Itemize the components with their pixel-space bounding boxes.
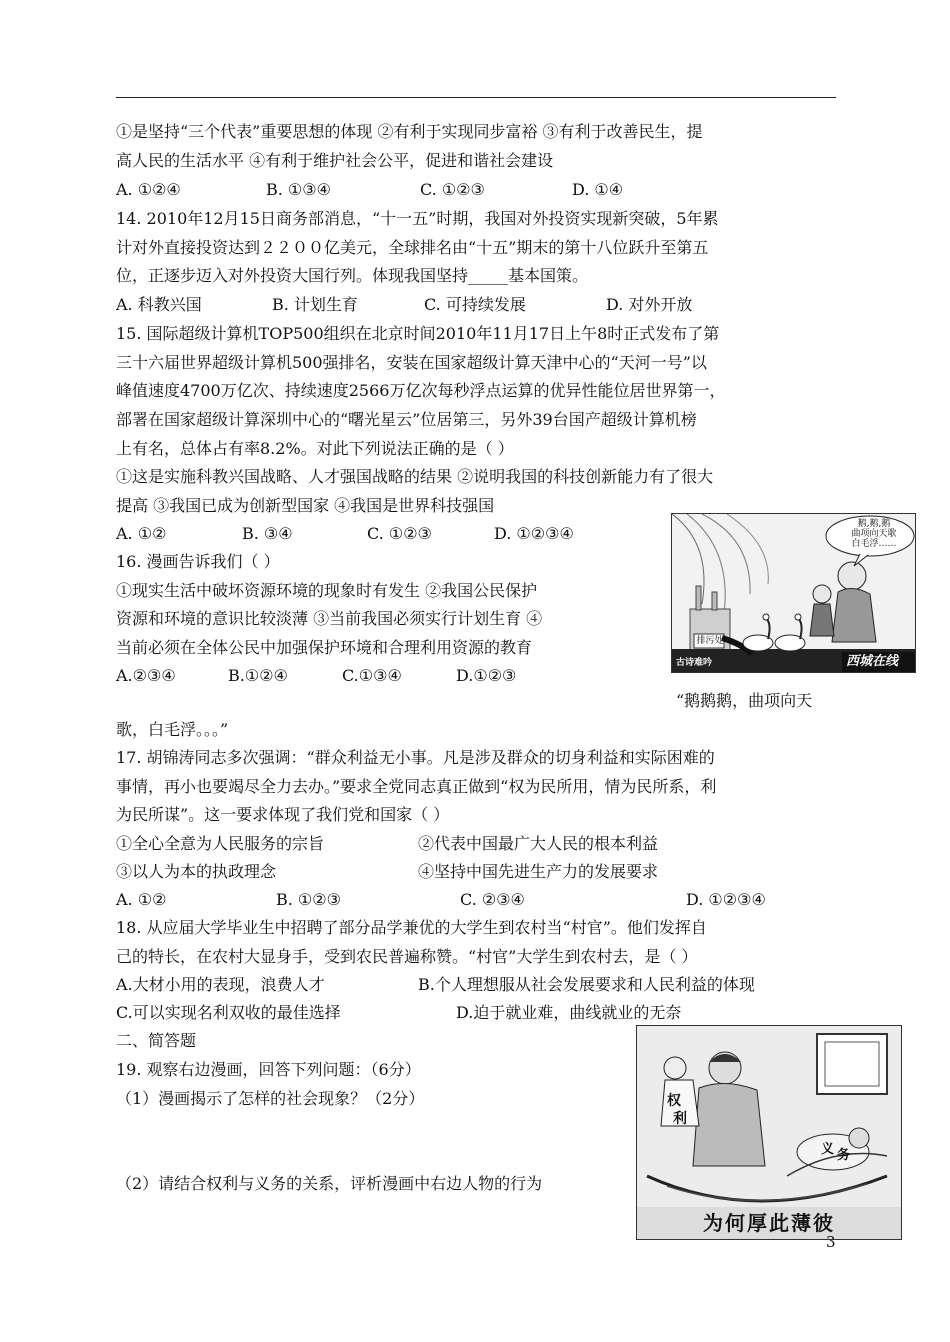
speech-line-1: 鹅,鹅,鹅 xyxy=(857,519,891,529)
q18-choice-c: C.可以实现名利双收的最佳选择 xyxy=(116,1003,341,1022)
q18-line-1: 18. 从应届大学毕业生中招聘了部分品学兼优的大学生到农村当“村官”。他们发挥自 xyxy=(116,918,707,937)
speech-bubble-text xyxy=(844,519,904,549)
q14-choice-c: C. 可持续发展 xyxy=(424,295,526,314)
q18-choice-b: B.个人理想服从社会发展要求和人民利益的体现 xyxy=(418,975,755,994)
cartoon-caption-line-1: “鹅鹅鹅，曲项向天 xyxy=(676,691,813,710)
duty-tag-1: 义 xyxy=(821,1142,835,1157)
q16-line-4: 当前必须在全体公民中加强保护环境和合理利用资源的教育 xyxy=(116,638,533,657)
q15-choice-a: A. ①② xyxy=(116,524,167,543)
q16-line-1: 16. 漫画告诉我们（ ） xyxy=(116,552,280,571)
q15-line-6: ①这是实施科教兴国战略、人才强国战略的结果 ②说明我国的科技创新能力有了很大 xyxy=(116,467,714,486)
q14-choice-d: D. 对外开放 xyxy=(606,295,693,314)
q18-choice-d: D.迫于就业难，曲线就业的无奈 xyxy=(456,1003,682,1022)
q15-choice-c: C. ①②③ xyxy=(367,524,432,543)
cartoon-right-caption: 西城在线 xyxy=(846,654,899,669)
q17-choice-a: A. ①② xyxy=(116,890,167,909)
section-heading: 二、简答题 xyxy=(116,1031,197,1050)
q15-choice-b: B. ③④ xyxy=(242,524,293,543)
q17-choice-d: D. ①②③④ xyxy=(686,890,766,909)
q16-choice-a: A.②③④ xyxy=(116,666,176,685)
q17-item-4: ④坚持中国先进生产力的发展要求 xyxy=(418,862,659,881)
goose-pollution-cartoon xyxy=(671,513,916,673)
q14-choice-b: B. 计划生育 xyxy=(272,295,358,314)
q17-line-1: 17. 胡锦涛同志多次强调：“群众利益无小事。凡是涉及群众的切身利益和实际困难的 xyxy=(116,748,715,767)
q15-line-1: 15. 国际超级计算机TOP500组织在北京时间2010年11月17日上午8时正式发布了第 xyxy=(116,324,720,343)
q13-choice-b: B. ①③④ xyxy=(266,180,331,199)
rights-duties-cartoon xyxy=(636,1025,902,1240)
q14-choice-a: A. 科教兴国 xyxy=(116,295,202,314)
q13-option-line-1: ①是坚持“三个代表”重要思想的体现 ②有利于实现同步富裕 ③有利于改善民生，提 xyxy=(116,122,703,141)
q14-line-1: 14. 2010年12月15日商务部消息，“十一五”时期，我国对外投资实现新突破，5年累 xyxy=(116,209,719,228)
header-rule xyxy=(116,97,836,98)
q19-question-1: （1）漫画揭示了怎样的社会现象？（2分） xyxy=(116,1089,425,1108)
q16-line-2: ①现实生活中破坏资源环境的现象时有发生 ②我国公民保护 xyxy=(116,581,538,600)
q17-choice-b: B. ①②③ xyxy=(276,890,341,909)
q19-question-2: （2）请结合权利与义务的关系，评析漫画中右边人物的行为 xyxy=(116,1174,543,1193)
q17-line-2: 事情，再小也要竭尽全力去办。”要求全党同志真正做到“权为民所用，情为民所系，利 xyxy=(116,777,717,796)
q15-choice-d: D. ①②③④ xyxy=(494,524,574,543)
q15-line-4: 部署在国家超级计算深圳中心的“曙光星云”位居第三，另外39台国产超级计算机榜 xyxy=(116,410,697,429)
speech-line-3: 白毛浮…… xyxy=(851,539,897,549)
q13-choice-d: D. ①④ xyxy=(572,180,624,199)
cartoon-caption-line-2: 歌，白毛浮。。。” xyxy=(116,720,229,739)
q18-line-2: 己的特长，在农村大显身手，受到农民普遍称赞。“村官”大学生到农村去，是（ ） xyxy=(116,947,698,966)
q14-line-3: 位，正逐步迈入对外投资大国行列。体现我国坚持_____基本国策。 xyxy=(116,266,589,285)
cartoon-left-caption: 古诗难吟 xyxy=(676,658,713,668)
q16-line-3: 资源和环境的意识比较淡薄 ③当前我国必须实行计划生育 ④ xyxy=(116,609,543,628)
q18-choice-a: A.大材小用的表现，浪费人才 xyxy=(116,975,325,994)
q19-line-1: 19. 观察右边漫画，回答下列问题：（6分） xyxy=(116,1060,421,1079)
page-number: 3 xyxy=(826,1233,836,1251)
rights-tag-2: 利 xyxy=(673,1111,687,1127)
speech-line-2: 曲项向天歌 xyxy=(851,529,897,539)
q15-line-2: 三十六届世界超级计算机500强排名，安装在国家超级计算天津中心的“天河一号”以 xyxy=(116,353,707,372)
q16-choice-c: C.①③④ xyxy=(342,666,402,685)
sewage-outlet-sign: 排污处 xyxy=(696,636,724,646)
q15-line-3: 峰值速度4700万亿次、持续速度2566万亿次每秒浮点运算的优异性能位居世界第一， xyxy=(116,381,726,400)
q15-line-5: 上有名，总体占有率8.2%。对此下列说法正确的是（ ） xyxy=(116,439,514,458)
q13-choice-a: A. ①②④ xyxy=(116,180,181,199)
q17-item-3: ③以人为本的执政理念 xyxy=(116,862,277,881)
cartoon-title: 为何厚此薄彼 xyxy=(637,1207,901,1239)
q16-choice-d: D.①②③ xyxy=(456,666,517,685)
q13-option-line-2: 高人民的生活水平 ④有利于维护社会公平，促进和谐社会建设 xyxy=(116,151,554,170)
q17-line-3: 为民所谋”。这一要求体现了我们党和国家（ ） xyxy=(116,805,450,824)
q17-item-2: ②代表中国最广大人民的根本利益 xyxy=(418,834,659,853)
rights-tag-1: 权 xyxy=(667,1093,681,1109)
duty-tag-2: 务 xyxy=(837,1148,851,1163)
q17-item-1: ①全心全意为人民服务的宗旨 xyxy=(116,834,325,853)
q15-line-7: 提高 ③我国已成为创新型国家 ④我国是世界科技强国 xyxy=(116,496,495,515)
q16-choice-b: B.①②④ xyxy=(228,666,288,685)
q17-choice-c: C. ②③④ xyxy=(460,890,525,909)
q13-choice-c: C. ①②③ xyxy=(420,180,485,199)
q14-line-2: 计对外直接投资达到２２００亿美元，全球排名由“十五”期末的第十八位跃升至第五 xyxy=(116,238,709,257)
